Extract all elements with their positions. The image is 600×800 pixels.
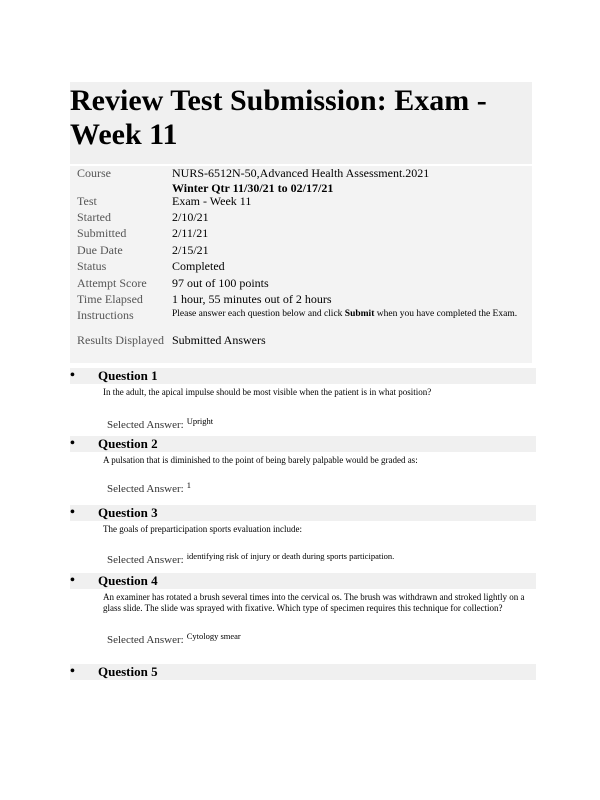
course-name: NURS-6512N-50,Advanced Health Assessment.2021 [172,166,430,180]
question-text: In the adult, the apical impulse should be most visible when the patient is in what position? [103,387,432,397]
selected-answer-label: Selected Answer: [107,554,184,566]
detail-row-submitted [70,226,532,243]
question-header [70,664,536,680]
selected-answer-value: Cytology smear [186,631,241,641]
question-item [70,368,536,431]
question-title: Question 3 [98,505,158,520]
bullet-icon: • [70,505,75,520]
attempt-score-value: 97 out of 100 points [172,276,269,290]
question-header [70,505,536,521]
page-title: Review Test Submission: Exam - Week 11 [70,84,487,151]
question-title: Question 1 [98,368,158,383]
detail-row-due-date [70,243,532,259]
detail-value: 2/10/21 [172,210,209,224]
detail-label: Time Elapsed [77,292,143,306]
question-text: The goals of preparticipation sports evaluation include: [103,524,302,534]
question-title: Question 4 [98,573,158,588]
question-item [70,505,536,566]
question-title: Question 5 [98,664,158,679]
selected-answer [107,416,536,431]
detail-value: 2/11/21 [172,226,209,240]
selected-answer-value: Upright [186,416,214,426]
detail-row-attempt-score [70,276,532,292]
bullet-icon: • [70,664,75,679]
detail-label: Due Date [77,243,123,257]
detail-label: Started [77,210,111,224]
selected-answer-value: identifying risk of injury or death during sports participation. [186,551,395,561]
question-header [70,573,536,589]
selected-answer-label: Selected Answer: [107,634,184,646]
detail-label: Status [77,259,107,273]
selected-answer [107,480,536,495]
question-title: Question 2 [98,436,158,451]
question-header [70,368,536,384]
detail-label: Course [77,166,111,180]
question-text: An examiner has rotated a brush several times into the cervical os. The brush was withdrawn and stroked lightly on a glass slide. The slide was sprayed with fixative. Which type of specimen requires this technique for collection? [103,592,525,613]
question-header [70,436,536,452]
results-displayed-value: Submitted Answers [172,333,266,347]
question-item [70,436,536,495]
selected-answer-label: Selected Answer: [107,483,184,495]
bullet-icon: • [70,436,75,451]
submission-details [70,166,532,363]
course-term: Winter Qtr 11/30/21 to 02/17/21 [172,181,334,195]
detail-row-started [70,210,532,226]
detail-row-time-elapsed [70,292,532,308]
detail-row-results-displayed [70,333,532,363]
time-elapsed-value: 1 hour, 55 minutes out of 2 hours [172,292,332,306]
status-value: Completed [172,259,225,273]
instructions-text: Please answer each question below and click Submit when you have completed the Exam. [172,309,518,319]
bullet-icon: • [70,368,75,383]
detail-value: 2/15/21 [172,243,209,257]
title-box [70,82,532,164]
question-item [70,573,536,646]
detail-row-instructions [70,308,532,333]
bullet-icon: • [70,573,75,588]
selected-answer-label: Selected Answer: [107,419,184,431]
selected-answer [107,631,536,646]
detail-label: Results Displayed [77,333,164,347]
detail-value: Exam - Week 11 [172,194,252,208]
detail-label: Submitted [77,226,127,240]
submit-keyword: Submit [344,309,375,319]
detail-label: Test [77,194,97,208]
detail-label: Attempt Score [77,276,147,290]
detail-row-status [70,259,532,276]
question-text: A pulsation that is diminished to the point of being barely palpable would be graded as: [103,455,418,465]
selected-answer [107,551,536,566]
detail-label: Instructions [77,308,134,322]
detail-row-test [70,194,532,210]
question-item [70,664,536,680]
detail-row-course [70,166,532,194]
selected-answer-value: 1 [186,480,191,490]
